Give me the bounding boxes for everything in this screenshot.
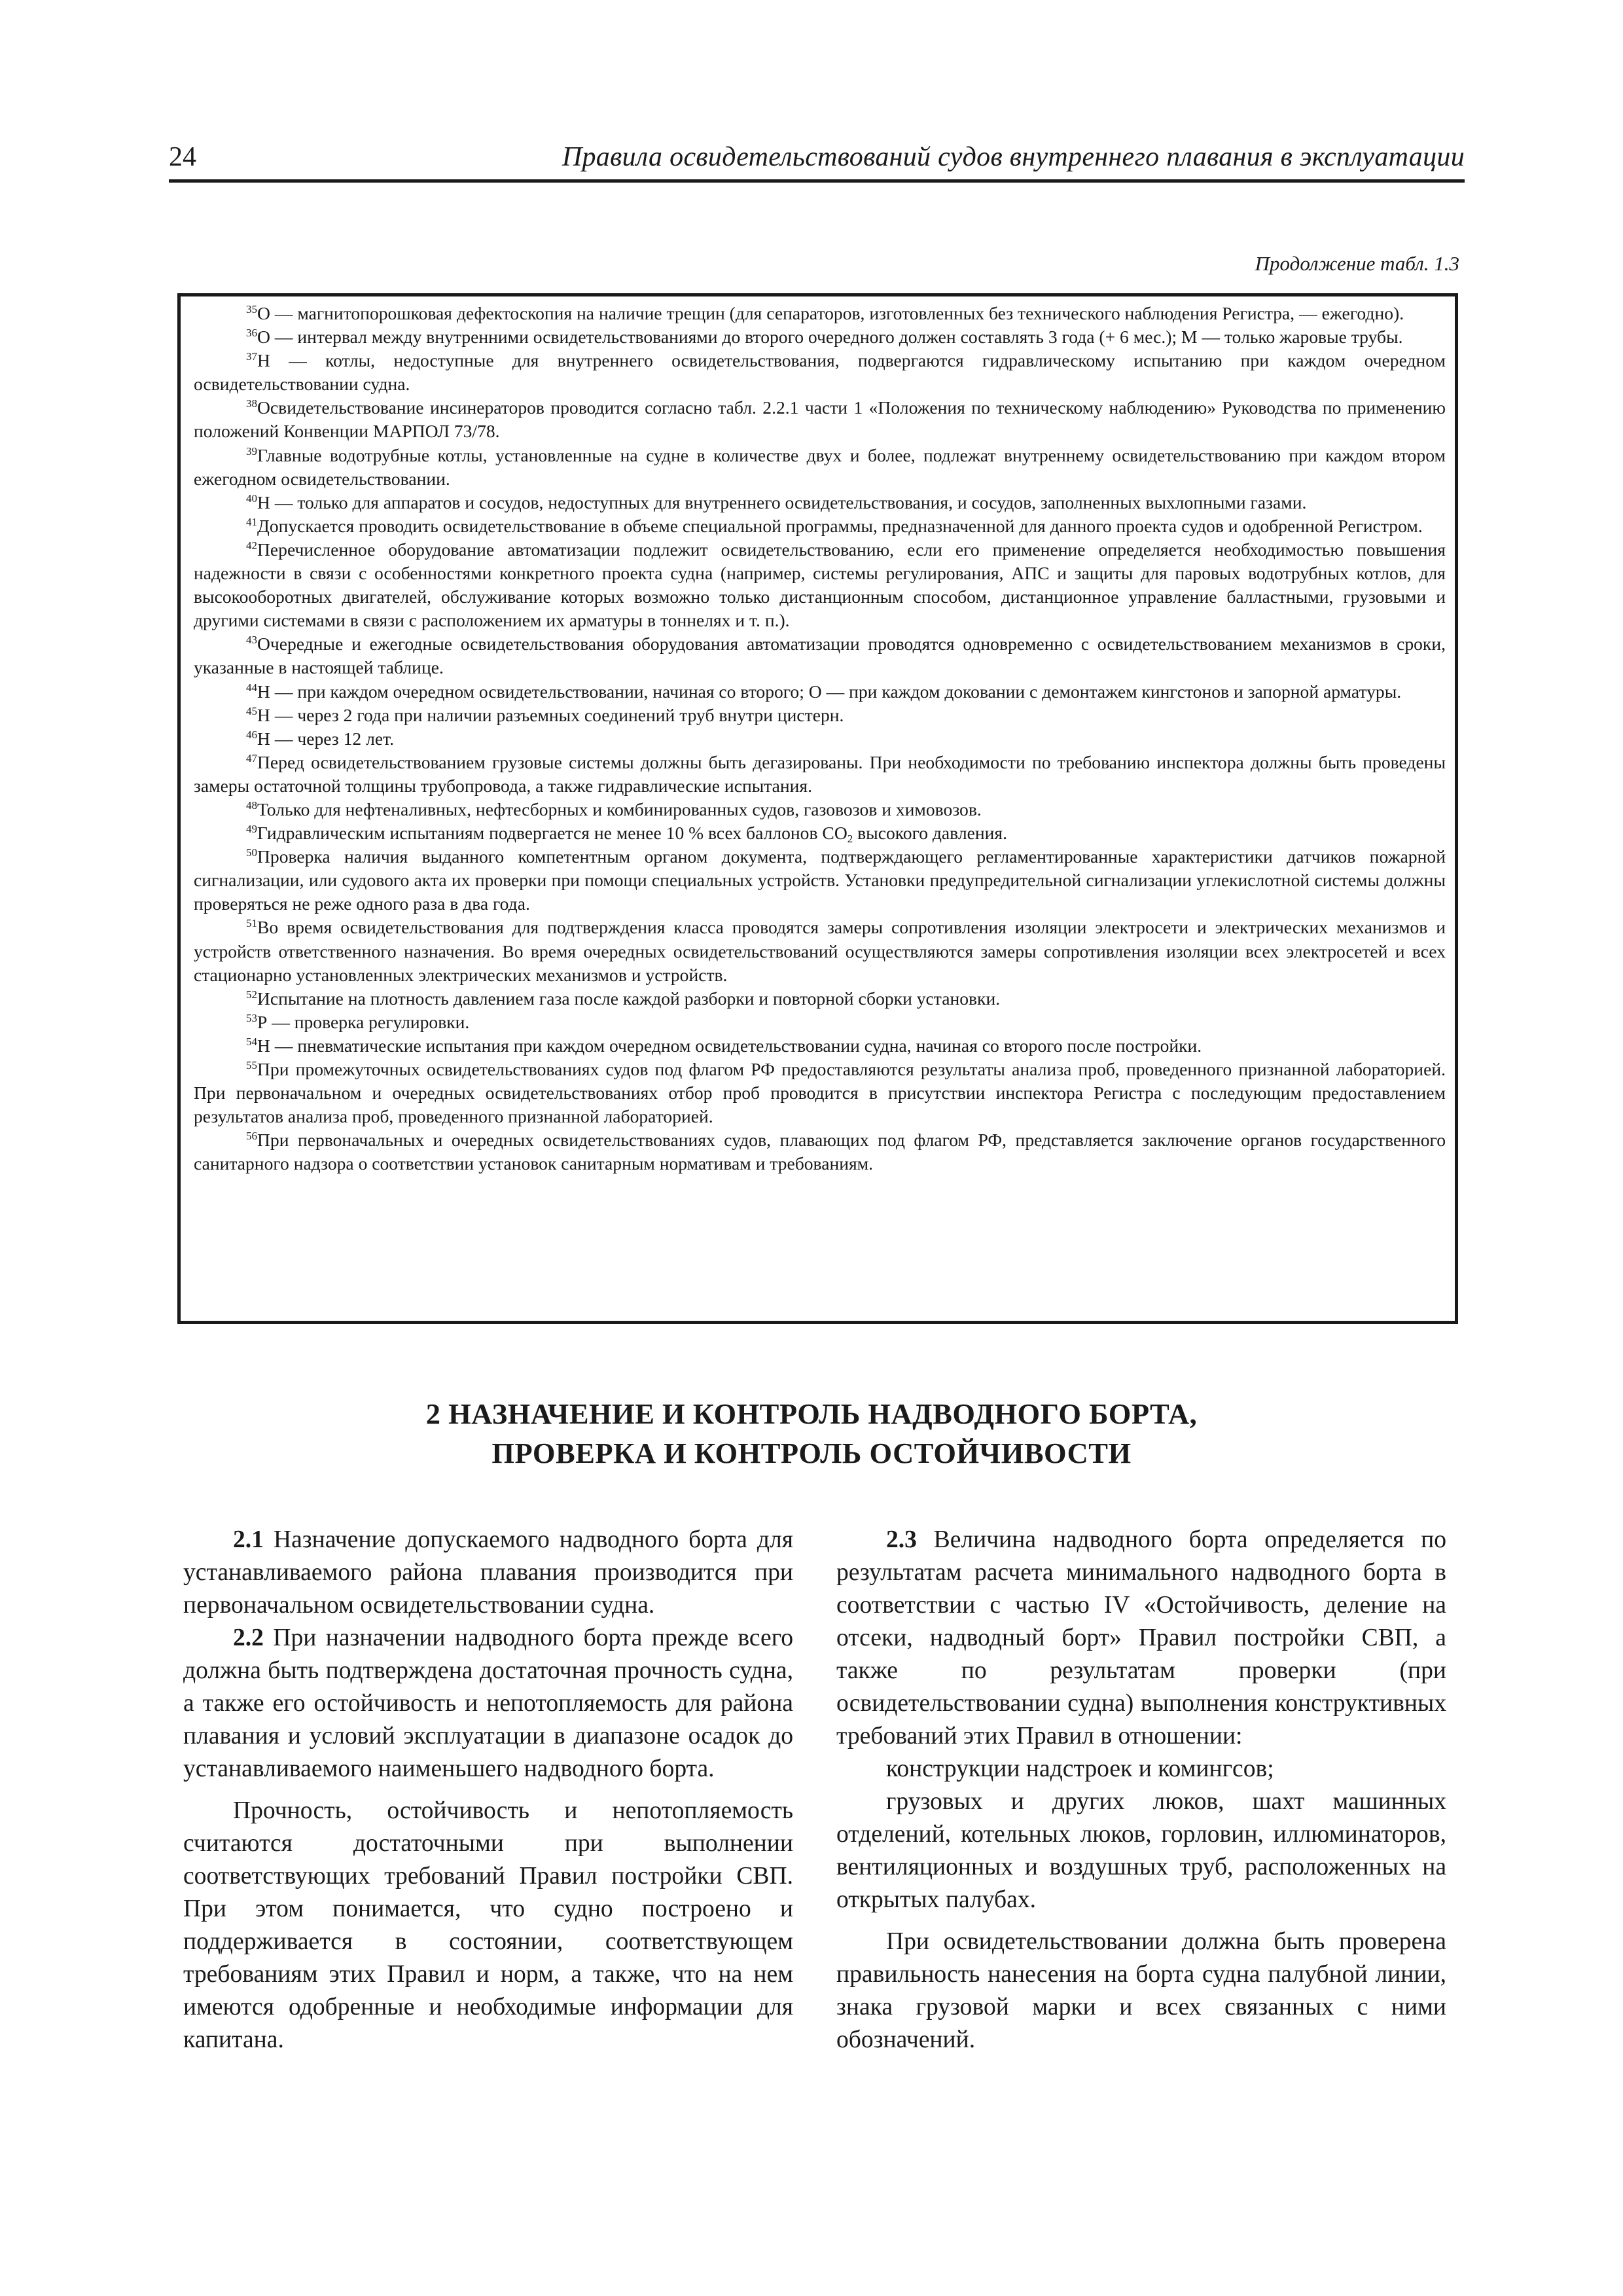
- note-number: 46: [246, 728, 257, 741]
- table-note: [194, 632, 1446, 679]
- note-text: Н — только для аппаратов и сосудов, недоступных для внутреннего освидетельствования, и сосудов, заполненных выхлопными газами.: [257, 492, 1307, 512]
- note-text: О — магнитопорошковая дефектоскопия на наличие трещин (для сепараторов, изготовленных без технического наблюдения Регистра, — ежегодно).: [257, 303, 1404, 323]
- table-note: [194, 302, 1446, 325]
- table-note: [194, 987, 1446, 1011]
- table-note: [194, 491, 1446, 514]
- note-text: Проверка наличия выданного компетентным органом документа, подтверждающего регламентированные характеристики датчиков пожарной сигнализации, или судового акта их проверки при помощи специальных устройств. Установки предупредительной сигнализации углекислотной системы должны проверяться не реже одного раза в два года.: [194, 846, 1446, 914]
- note-number: 39: [246, 444, 257, 457]
- table-note: [194, 798, 1446, 821]
- note-number: 49: [246, 823, 257, 836]
- table-note: [194, 396, 1446, 443]
- note-text: Н — при каждом очередном освидетельствовании, начиная со второго; О — при каждом доковании с демонтажем кингстонов и запорной арматуры.: [257, 681, 1402, 702]
- note-number: 45: [246, 704, 257, 717]
- body-paragraph: [183, 1524, 793, 1622]
- table-note: [194, 1058, 1446, 1128]
- note-number: 35: [246, 303, 257, 315]
- left-column: [183, 1524, 793, 2056]
- body-paragraph: [836, 1753, 1446, 1785]
- table-note: [194, 727, 1446, 751]
- paragraph-text: конструкции надстроек и комингсов;: [886, 1755, 1274, 1782]
- body-paragraph: [836, 1524, 1446, 1753]
- note-number: 51: [246, 917, 257, 930]
- note-number: 37: [246, 350, 257, 363]
- table-note: [194, 444, 1446, 491]
- right-column: [836, 1524, 1446, 2056]
- note-number: 48: [246, 798, 257, 812]
- paragraph-text: Назначение допускаемого надводного борта для устанавливаемого района плавания производится при первоначальном освидетельствовании судна.: [183, 1526, 793, 1619]
- clause-number: 2.3: [886, 1526, 917, 1553]
- paragraph-text: Прочность, остойчивость и непотопляемость считаются достаточными при выполнении соответствующих требований Правил постройки СВП. При этом понимается, что судно построено и поддерживается в состоянии, соответствующем требованиям этих Правил и норм, а также, что на нем имеются одобренные и необходимые информации для капитана.: [183, 1797, 793, 2053]
- table-note: [194, 538, 1446, 632]
- table-note: [194, 349, 1446, 396]
- paragraph-text: Величина надводного борта определяется по результатам расчета минимального надводного борта в соответствии с частью IV «Остойчивость, деление на отсеки, надводный борт» Правил постройки СВП, а также по результатам проверки (при освидетельствовании судна) выполнения конструктивных требований этих Правил в отношении:: [836, 1526, 1446, 1749]
- body-paragraph: [836, 1785, 1446, 1916]
- note-text: Главные водотрубные котлы, установленные на судне в количестве двух и более, подлежат внутреннему освидетельствованию при каждом втором ежегодном освидетельствовании.: [194, 444, 1446, 489]
- body-paragraph: [183, 1795, 793, 2056]
- note-number: 43: [246, 634, 257, 647]
- section-heading-line: 2 НАЗНАЧЕНИЕ И КОНТРОЛЬ НАДВОДНОГО БОРТА,: [425, 1397, 1198, 1430]
- table-note: [194, 821, 1446, 845]
- note-number: 41: [246, 515, 257, 528]
- paragraph-text: грузовых и других люков, шахт машинных отделений, котельных люков, горловин, иллюминаторов, вентиляционных и воздушных труб, расположенных на открытых палубах.: [836, 1788, 1446, 1913]
- table-note: [194, 514, 1446, 538]
- table-note: [194, 916, 1446, 986]
- note-number: 55: [246, 1059, 257, 1071]
- note-number: 52: [246, 988, 257, 1001]
- note-text: Перед освидетельствованием грузовые системы должны быть дегазированы. При необходимости по требованию инспектора должны быть проведены замеры остаточной толщины трубопровода, а также гидравлические испытания.: [194, 751, 1446, 796]
- note-number: 42: [246, 539, 257, 552]
- note-number: 50: [246, 846, 257, 859]
- running-title: Правила освидетельствований судов внутреннего плавания в эксплуатации: [562, 142, 1465, 172]
- note-text: Очередные и ежегодные освидетельствования оборудования автоматизации проводятся одновременно с освидетельствованием механизмов в сроки, указанные в настоящей таблице.: [194, 634, 1446, 678]
- note-number: 40: [246, 492, 257, 505]
- note-number: 54: [246, 1035, 257, 1048]
- body-paragraph: [836, 1926, 1446, 2056]
- note-text: При первоначальных и очередных освидетельствованиях судов, плавающих под флагом РФ, представляется заключение органов государственного санитарного надзора о соответствии установок санитарным нормативам и требованиям.: [194, 1130, 1446, 1174]
- note-text: Н — через 12 лет.: [257, 728, 395, 749]
- paragraph-text: При освидетельствовании должна быть проверена правильность нанесения на борта судна палубной линии, знака грузовой марки и всех связанных с ними обозначений.: [836, 1928, 1446, 2053]
- note-text: Р — проверка регулировки.: [257, 1011, 470, 1032]
- clause-number: 2.1: [233, 1526, 264, 1553]
- table-note: [194, 680, 1446, 704]
- table-notes-box: [177, 293, 1458, 1324]
- note-number: 44: [246, 681, 257, 694]
- clause-number: 2.2: [233, 1624, 264, 1651]
- page-number: 24: [169, 142, 196, 172]
- note-text: О — интервал между внутренними освидетельствованиями до второго очередного должен составлять 3 года (+ 6 мес.); М — только жаровые трубы.: [257, 327, 1403, 348]
- table-caption: Продолжение табл. 1.3: [1255, 252, 1459, 275]
- note-subscript: 2: [847, 833, 853, 846]
- note-text: Допускается проводить освидетельствование в объеме специальной программы, предназначенной для данного проекта судов и одобренной Регистром.: [257, 515, 1423, 536]
- section-heading: [262, 1394, 1361, 1473]
- note-text: Перечисленное оборудование автоматизации подлежит освидетельствованию, если его применение определяется необходимостью повышения надежности в связи с особенностями конкретного проекта судна (например, системы регулирования, АПС и защиты для паровых водотрубных котлов, для высокооборотных двигателей, обслуживание которых возможно только дистанционным способом, дистанционное управление балластными, грузовыми и другими системами в связи с расположением их арматуры в тоннелях и т. п.).: [194, 539, 1446, 631]
- note-text: Только для нефтеналивных, нефтесборных и комбинированных судов, газовозов и химовозов.: [257, 798, 982, 819]
- note-number: 36: [246, 327, 257, 340]
- section-heading-line: ПРОВЕРКА И КОНТРОЛЬ ОСТОЙЧИВОСТИ: [491, 1437, 1132, 1469]
- note-text: Н — котлы, недоступные для внутреннего освидетельствования, подвергаются гидравлическому испытанию при каждом очередном освидетельствовании судна.: [194, 350, 1446, 395]
- note-text: Освидетельствование инсинераторов проводится согласно табл. 2.2.1 части 1 «Положения по техническому наблюдению» Руководства по применению положений Конвенции МАРПОЛ 73/78.: [194, 397, 1446, 442]
- body-paragraph: [183, 1622, 793, 1785]
- note-number: 56: [246, 1130, 257, 1143]
- table-note: [194, 1128, 1446, 1175]
- note-text: Гидравлическим испытаниям подвергается не менее 10 % всех баллонов CO: [257, 823, 847, 844]
- page-header: [169, 140, 1465, 183]
- note-number: 47: [246, 751, 257, 764]
- note-number: 53: [246, 1011, 257, 1024]
- note-text: Н — через 2 года при наличии разъемных соединений труб внутри цистерн.: [257, 704, 844, 725]
- note-number: 38: [246, 397, 257, 410]
- table-note: [194, 325, 1446, 349]
- note-text: Испытание на плотность давлением газа после каждой разборки и повторной сборки установки.: [257, 988, 1001, 1009]
- table-note: [194, 1034, 1446, 1058]
- note-text-tail: высокого давления.: [853, 823, 1007, 844]
- note-text: Во время освидетельствования для подтверждения класса проводятся замеры сопротивления изоляции электросети и электрических механизмов и устройств ответственного назначения. Во время очередных освидетельствований осуществляются замеры сопротивления изоляции всех электросетей и всех стационарно установленных электрических механизмов и устройств.: [194, 917, 1446, 985]
- table-note: [194, 1011, 1446, 1034]
- note-text: Н — пневматические испытания при каждом очередном освидетельствовании судна, начиная со второго после постройки.: [257, 1035, 1202, 1056]
- table-note: [194, 751, 1446, 798]
- table-note: [194, 845, 1446, 916]
- note-text: При промежуточных освидетельствованиях судов под флагом РФ предоставляются результаты анализа проб, проведенного признанной лабораторией. При первоначальном и очередных освидетельствованиях отбор проб проводится в присутствии инспектора Регистра с последующим предоставлением результатов анализа проб, проведенного признанной лабораторией.: [194, 1059, 1446, 1127]
- table-note: [194, 704, 1446, 727]
- paragraph-text: При назначении надводного борта прежде всего должна быть подтверждена достаточная прочность судна, а также его остойчивость и непотопляемость для района плавания и условий эксплуатации в диапазоне осадок до устанавливаемого наименьшего надводного борта.: [183, 1624, 793, 1782]
